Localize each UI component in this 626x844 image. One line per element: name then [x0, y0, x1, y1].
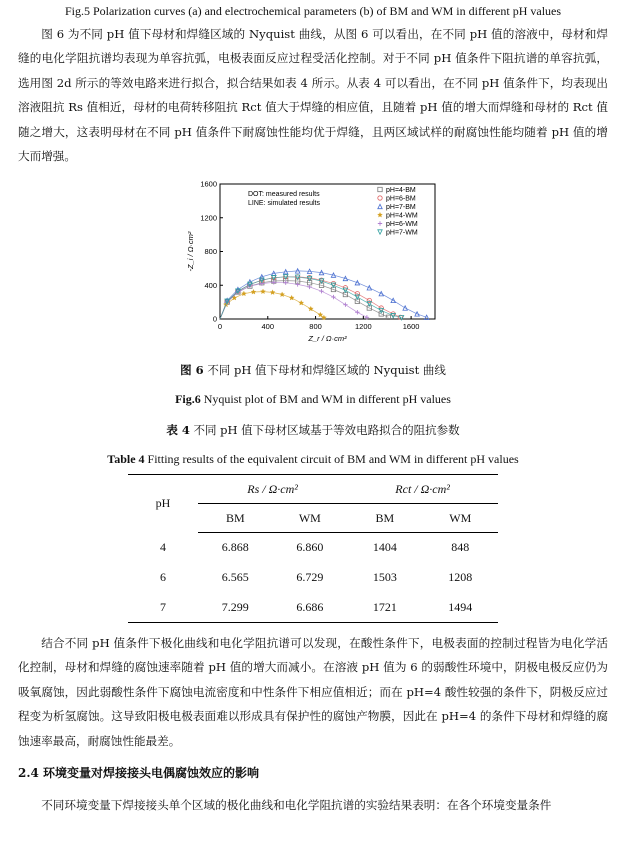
legend-marker-pH=4-WM [378, 212, 383, 217]
cell-ph: 4 [160, 540, 166, 554]
x-tick-label: 400 [261, 322, 275, 331]
data-point-pH=4-WM [270, 290, 275, 295]
legend-marker-pH=6-WM [378, 221, 382, 225]
sub-header: WM [273, 504, 348, 533]
data-point-pH=6-WM [307, 285, 311, 289]
paragraph-fig6-discussion: 图 6 为不同 pH 值下母材和焊缝区域的 Nyquist 曲线，从图 6 可以看出，在不同 pH 值的溶液中，母材和焊缝的电化学阻抗谱均表现为单容抗弧，电极表面反应过程受活化控制。对于不同 pH 值条件下阻抗谱的单容抗弧，选用图 2d 所示的等效电路来进行拟合，拟合结果如表 4 所示。从表 4 可以看出，在不同 pH 值条件下，均表现出溶液阻抗 Rs 值相近，母材的电荷转移阻抗 Rct 值大于焊缝的相应值，且随着 pH 值的增大而焊缝和母材的 Rct 值随之增大，这表明母材在不同 pH 值条件下耐腐蚀性能均优于焊缝，且两区域试样的耐腐蚀性能均随着 pH 值的增大而增强。 [18, 27, 608, 164]
section-heading: 2.4 环境变量对焊接接头电偶腐蚀效应的影响 [18, 766, 260, 780]
data-point-pH=6-WM [343, 302, 347, 306]
col-ph-header: pH [128, 475, 198, 533]
legend-label: pH=6-BM [386, 195, 416, 203]
cell-rct-bm: 1404 [372, 540, 397, 555]
cell-rs-bm: 7.299 [198, 593, 273, 623]
data-point-pH=4-WM [289, 295, 294, 300]
nyquist-chart [183, 174, 443, 344]
fig5-caption: Fig.5 Polarization curves (a) and electrochemical parameters (b) of BM and WM in different pH values [64, 4, 562, 18]
data-point-pH=4-WM [251, 289, 256, 294]
table4-en-caption: Table 4 Fitting results of the equivalent circuit of BM and WM in different pH values [107, 452, 519, 466]
cell-rct-bm: 1721 [347, 593, 422, 623]
col-rs-header: Rs / Ω·cm² [198, 475, 347, 504]
data-point-pH=6-WM [283, 281, 287, 285]
annotation-text: DOT: measured results [248, 191, 320, 198]
sub-header: WM [423, 504, 498, 533]
cell-rs-bm: 6.868 [221, 540, 249, 555]
legend-marker-pH=7-WM [378, 230, 382, 234]
series-line-pH=7-BM [220, 271, 427, 319]
col-rct-header: Rct / Ω·cm² [347, 475, 498, 504]
y-axis-label: -Z_i / Ω·cm² [186, 231, 195, 272]
sub-header: BM [347, 504, 422, 533]
cell-rs-wm: 6.686 [273, 593, 348, 623]
paragraph-conclusion: 结合不同 pH 值条件下极化曲线和电化学阻抗谱可以发现，在酸性条件下，电极表面的控制过程皆为电化学活化控制，母材和焊缝的腐蚀速率随着 pH 值的增大而减小。在溶液 pH 值为 6 的弱酸性环境中，阴极电极反应仍为吸氧腐蚀，因此弱酸性条件下腐蚀电流密度和中性条件下相应值相近；而在 pH=4 酸性较强的条件下，阴极反应过程变为析氢腐蚀。这导致阳极电极表面难以形成具有保护性的腐蚀产物膜，因此在 pH=4 的条件下母材和焊缝的腐蚀速率最高，耐腐蚀性能最差。 [18, 636, 608, 748]
data-point-pH=4-WM [261, 289, 266, 294]
table4 [128, 474, 498, 623]
x-tick-label: 0 [217, 322, 223, 331]
cell-rct-wm: 848 [451, 540, 470, 555]
cell-rct-wm: 1494 [423, 593, 498, 623]
data-point-pH=4-WM [241, 291, 246, 296]
data-point-pH=4-WM [280, 292, 285, 297]
cell-rct-bm: 1503 [372, 570, 397, 584]
table-row [128, 563, 498, 593]
legend-label: pH=7-BM [386, 204, 416, 211]
nyquist-figure [183, 174, 443, 344]
x-tick-label: 800 [309, 322, 322, 331]
data-point-pH=6-WM [319, 289, 323, 293]
cell-ph: 6 [160, 570, 166, 584]
cell-rs-wm: 6.729 [296, 570, 324, 584]
fig6-cn-caption: 图 6 不同 pH 值下母材和焊缝区域的 Nyquist 曲线 [180, 363, 446, 377]
y-tick-label: 1600 [200, 179, 217, 189]
sub-header: BM [198, 504, 273, 533]
data-point-pH=6-WM [355, 310, 359, 314]
cell-rct-wm: 1208 [448, 570, 473, 584]
legend-label: pH=7-WM [386, 229, 418, 237]
y-tick-label: 400 [204, 280, 217, 290]
y-tick-label: 800 [204, 247, 217, 256]
legend-marker-pH=4-BM [378, 187, 382, 191]
table4-cn-caption: 表 4 不同 pH 值下母材区域基于等效电路拟合的阻抗参数 [166, 423, 460, 437]
fig6-en-caption: Fig.6 Nyquist plot of BM and WM in different pH values [175, 392, 451, 406]
legend-marker-pH=6-BM [378, 196, 382, 200]
y-tick-label: 1200 [200, 213, 217, 223]
data-point-pH=6-WM [331, 295, 335, 299]
paragraph-next: 不同环境变量下焊接接头单个区域的极化曲线和电化学阻抗谱的实验结果表明：在各个环境变量条件 [41, 798, 552, 812]
legend-marker-pH=7-BM [378, 204, 382, 208]
legend-label: pH=6-WM [386, 221, 418, 228]
y-tick-label: 0 [212, 314, 217, 324]
series-line-pH=4-BM [220, 281, 388, 319]
annotation-text: LINE: simulated results [248, 200, 320, 207]
cell-ph: 7 [128, 593, 198, 623]
series-line-pH=4-WM [220, 292, 324, 319]
x-tick-label: 1200 [354, 322, 372, 331]
legend-label: pH=4-BM [386, 187, 416, 194]
x-axis-label: Z_r / Ω·cm² [308, 334, 347, 343]
x-tick-label: 1600 [402, 322, 420, 331]
cell-rs-wm: 6.860 [296, 540, 324, 555]
legend-label: pH=4-WM [386, 212, 418, 220]
cell-rs-bm: 6.565 [221, 570, 249, 584]
table-row [128, 593, 498, 623]
table-row [128, 533, 498, 563]
